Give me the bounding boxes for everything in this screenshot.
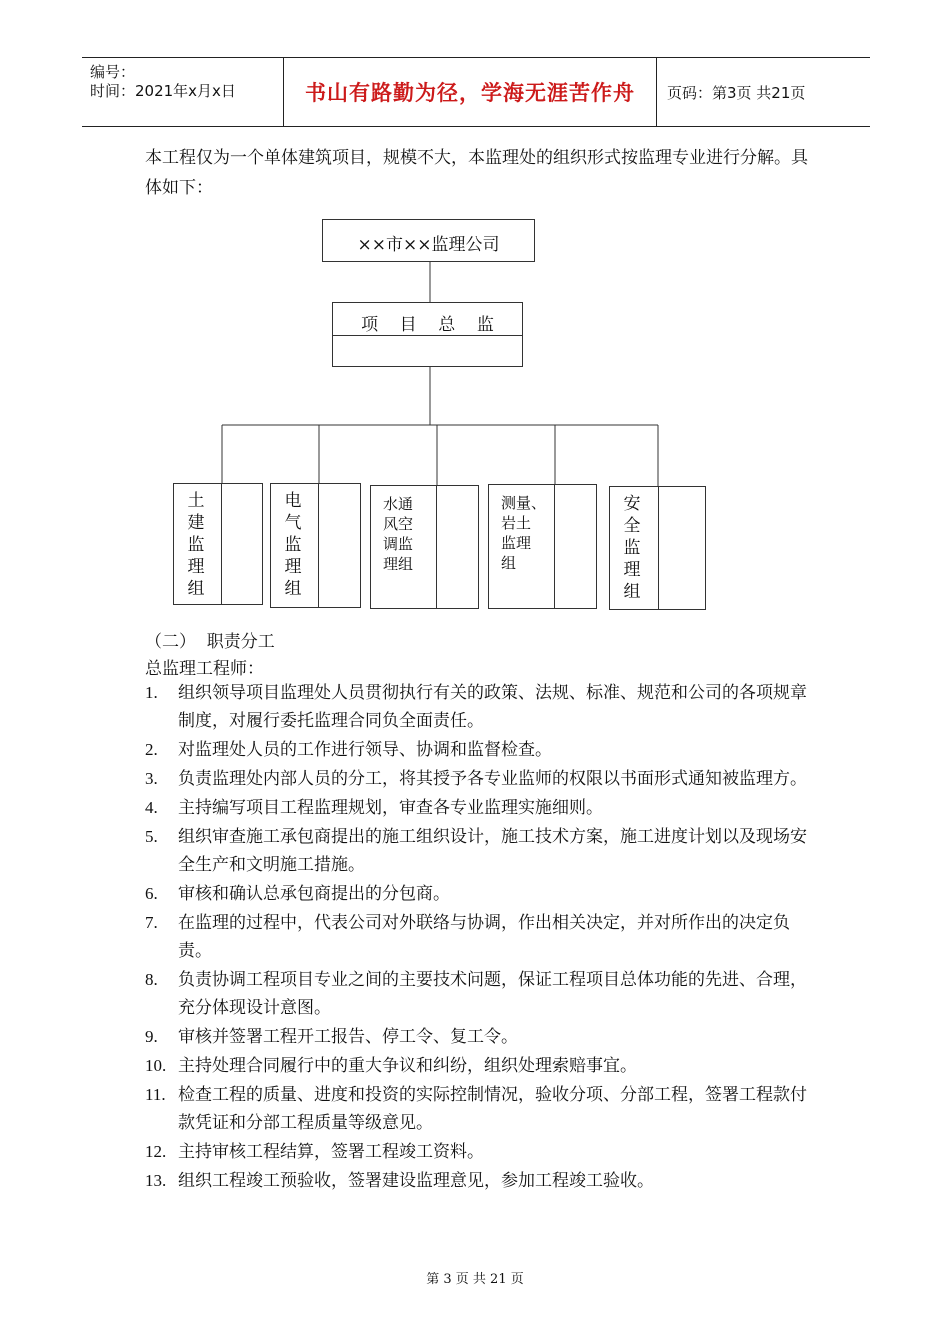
org-group-hvac-line-4: 理组: [383, 555, 414, 573]
duty-item: [145, 823, 815, 879]
org-group-safety-label: 安全监理组: [623, 494, 641, 602]
section-title: （二） 职责分工: [145, 632, 275, 652]
org-group-survey-line-4: 组: [501, 554, 517, 572]
duty-number: 4.: [145, 798, 158, 817]
duties-list: [145, 679, 815, 1196]
duty-item: [145, 1081, 815, 1137]
org-group-electrical: [270, 483, 361, 608]
header-meta-cell: [82, 58, 284, 126]
header-page-cell: [657, 58, 870, 126]
duty-number: 8.: [145, 970, 158, 989]
org-group-divider: [436, 486, 437, 608]
org-group-divider: [658, 487, 659, 609]
org-group-hvac-line-3: 调监: [383, 535, 414, 553]
duty-number: 2.: [145, 740, 158, 759]
org-top-box: [322, 219, 535, 262]
org-group-safety: [609, 486, 706, 610]
duty-item: [145, 880, 815, 908]
org-group-civil-label: 土建监理组: [187, 491, 205, 599]
duty-text: 负责监理处内部人员的分工，将其授予各专业监师的权限以书面形式通知被监理方。: [178, 769, 807, 789]
header-page-code: 页码：第3页 共21页: [667, 83, 806, 102]
duty-item: [145, 1167, 815, 1195]
duty-number: 12.: [145, 1142, 167, 1161]
duty-item: [145, 909, 815, 965]
org-group-hvac: [370, 485, 479, 609]
org-group-electrical-label: 电气监理组: [284, 491, 302, 599]
org-group-hvac-line-1: 水通: [383, 495, 414, 513]
org-director-divider: [333, 335, 522, 336]
duty-number: 10.: [145, 1056, 167, 1075]
duty-item: [145, 736, 815, 764]
intro-paragraph: 本工程仅为一个单体建筑项目，规模不大，本监理处的组织形式按监理专业进行分解。具体如下：: [145, 148, 808, 198]
org-top-label: ××市××监理公司: [357, 235, 500, 255]
duty-text: 审核并签署工程开工报告、停工令、复工令。: [178, 1027, 518, 1047]
page-footer: 第 3 页 共 21 页: [426, 1272, 524, 1287]
org-group-survey-line-1: 测量、: [501, 494, 547, 512]
duty-text: 组织领导项目监理处人员贯彻执行有关的政策、法规、标准、规范和公司的各项规章制度，对履行委托监理合同负全面责任。: [178, 683, 807, 731]
org-group-divider: [554, 485, 555, 608]
duty-number: 1.: [145, 683, 158, 702]
duty-text: 检查工程的质量、进度和投资的实际控制情况，验收分项、分部工程，签署工程款付款凭证和分部工程质量等级意见。: [178, 1085, 807, 1133]
duty-item: [145, 1023, 815, 1051]
org-group-civil: [173, 483, 263, 605]
duty-number: 11.: [145, 1085, 166, 1104]
duty-text: 负责协调工程项目专业之间的主要技术问题，保证工程项目总体功能的先进、合理，充分体现设计意图。: [178, 970, 807, 1018]
org-director-label: 项 目 总 监: [361, 315, 494, 335]
org-group-divider: [221, 484, 222, 604]
duty-item: [145, 765, 815, 793]
duty-text: 在监理的过程中，代表公司对外联络与协调，作出相关决定，并对所作出的决定负责。: [178, 913, 790, 961]
duty-number: 5.: [145, 827, 158, 846]
org-group-survey-line-3: 监理: [501, 534, 532, 552]
page-header: [82, 57, 870, 127]
duty-item: [145, 794, 815, 822]
org-group-survey: [488, 484, 597, 609]
header-motto: 书山有路勤为径，学海无涯苦作舟: [305, 81, 635, 105]
duty-item: [145, 1138, 815, 1166]
org-group-survey-line-2: 岩土: [501, 514, 532, 532]
role-title: 总监理工程师：: [145, 659, 264, 679]
duty-number: 13.: [145, 1171, 167, 1190]
duty-text: 审核和确认总承包商提出的分包商。: [178, 884, 450, 904]
duty-number: 6.: [145, 884, 158, 903]
header-motto-cell: [284, 58, 657, 126]
document-number-label: 编号：: [90, 63, 136, 81]
duty-item: [145, 966, 815, 1022]
duty-number: 7.: [145, 913, 158, 932]
duty-text: 主持审核工程结算，签署工程竣工资料。: [178, 1142, 484, 1162]
duty-text: 对监理处人员的工作进行领导、协调和监督检查。: [178, 740, 552, 760]
org-director-box: [332, 302, 523, 367]
duty-item: [145, 1052, 815, 1080]
document-date-label: 时间：2021年x月x日: [90, 82, 236, 100]
org-group-hvac-line-2: 风空: [383, 515, 414, 533]
org-group-divider: [318, 484, 319, 607]
duty-text: 组织工程竣工预验收，签署建设监理意见，参加工程竣工验收。: [178, 1171, 654, 1191]
duty-text: 主持处理合同履行中的重大争议和纠纷，组织处理索赔事宜。: [178, 1056, 637, 1076]
duty-number: 9.: [145, 1027, 158, 1046]
duty-text: 主持编写项目工程监理规划，审查各专业监理实施细则。: [178, 798, 603, 818]
duty-item: [145, 679, 815, 735]
duty-text: 组织审查施工承包商提出的施工组织设计，施工技术方案，施工进度计划以及现场安全生产和文明施工措施。: [178, 827, 807, 875]
duty-number: 3.: [145, 769, 158, 788]
